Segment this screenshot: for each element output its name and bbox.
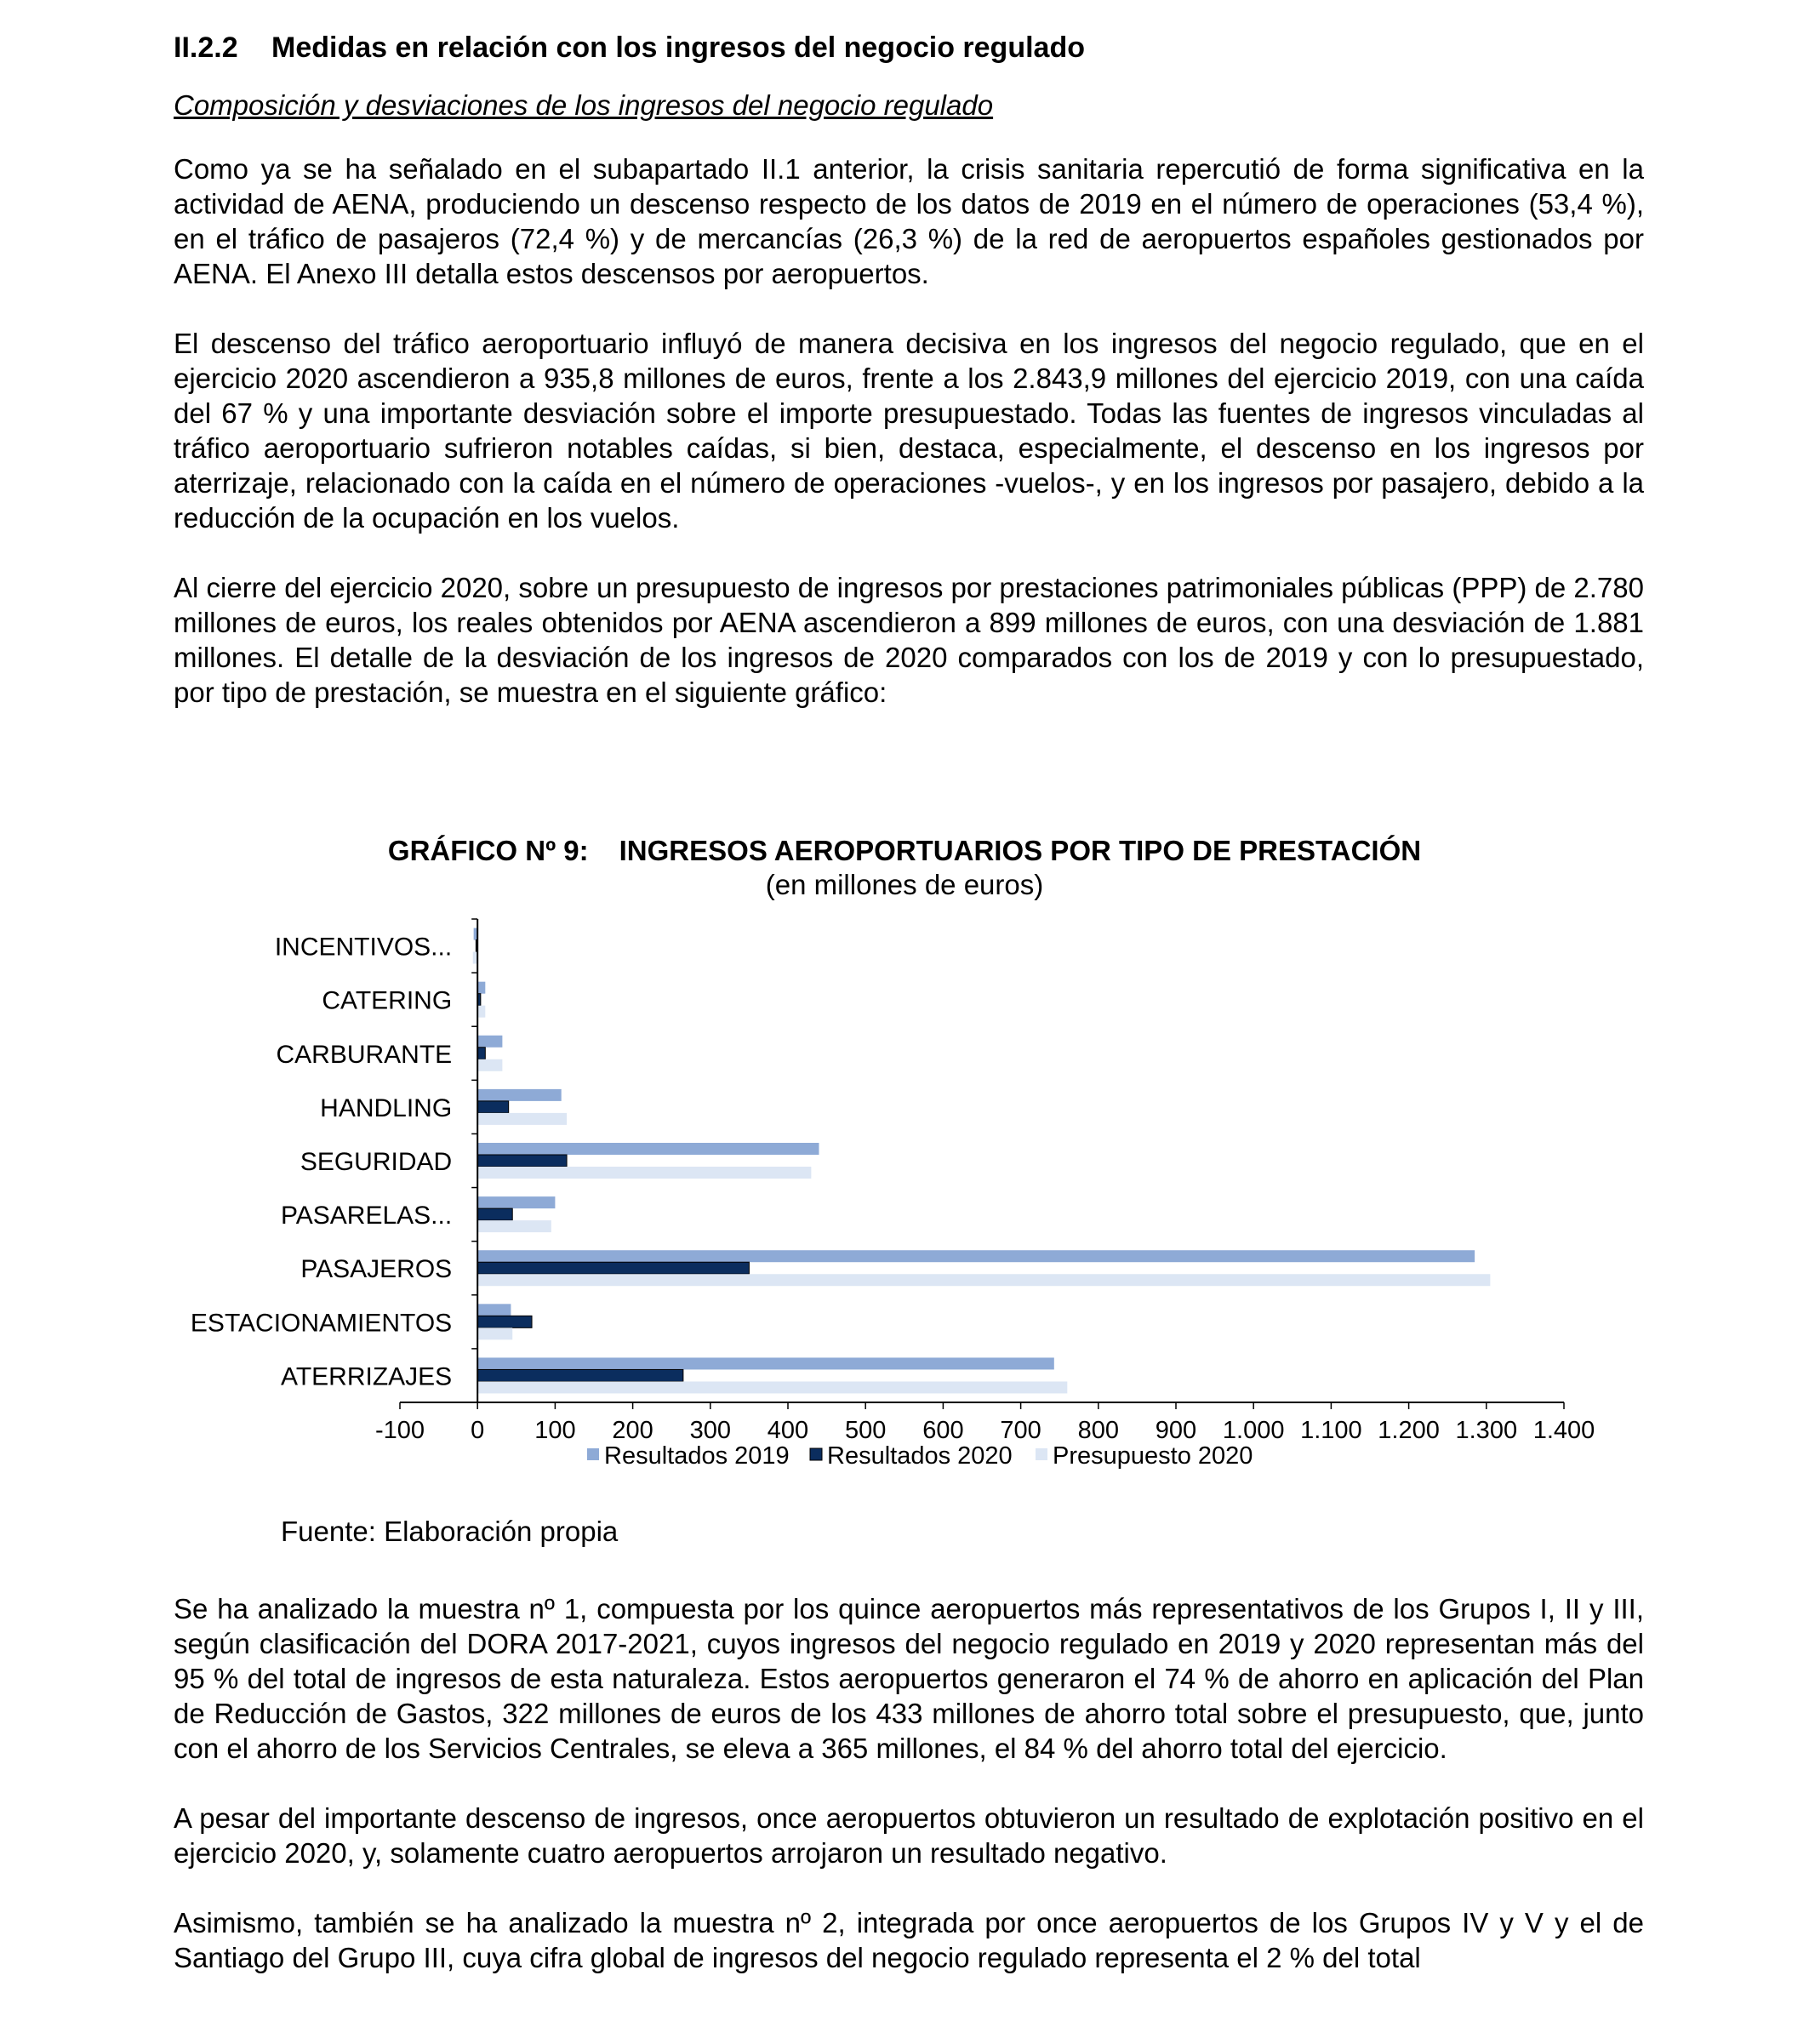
bar bbox=[477, 1316, 532, 1327]
section-heading bbox=[174, 26, 1644, 70]
x-tick-label: 100 bbox=[534, 1417, 576, 1444]
legend-swatch bbox=[587, 1448, 599, 1460]
bar bbox=[477, 1262, 749, 1274]
legend-label: Resultados 2020 bbox=[827, 1442, 1013, 1470]
bar bbox=[477, 1250, 1475, 1262]
legend-label: Presupuesto 2020 bbox=[1053, 1442, 1253, 1470]
bar bbox=[477, 1381, 1067, 1393]
category-label: SEGURIDAD bbox=[300, 1148, 453, 1176]
bar bbox=[477, 1357, 1054, 1369]
x-tick-label: 400 bbox=[767, 1417, 809, 1444]
bar bbox=[477, 1369, 683, 1381]
x-tick-label: 200 bbox=[612, 1417, 653, 1444]
section-number: II.2.2 bbox=[174, 31, 238, 64]
x-tick-label: 1.200 bbox=[1378, 1417, 1440, 1444]
paragraph: Se ha analizado la muestra nº 1, compuesta por los quince aeropuertos más representativos de los Grupos I, II y III, según clasificación del DORA 2017-2021, cuyos ingresos del negocio regulado en 2019 y 2020 representan más del 95 % del total de ingresos de esta naturaleza. Estos aeropuertos generaron el 74 % de ahorro en aplicación del Plan de Reducción de Gastos, 322 millones de euros de los 433 millones de ahorro total sobre el presupuesto, que, junto con el ahorro de los Servicios Centrales, se eleva a 365 millones, el 84 % del ahorro total del ejercicio. bbox=[174, 1593, 1644, 1764]
subsection-title: Composición y desviaciones de los ingresos del negocio regulado bbox=[174, 89, 994, 121]
category-label: PASAJEROS bbox=[300, 1255, 453, 1284]
legend-swatch bbox=[1036, 1448, 1047, 1460]
chart-title-text: INGRESOS AEROPORTUARIOS POR TIPO DE PRESTACIÓN bbox=[619, 835, 1422, 866]
bar bbox=[477, 1220, 551, 1232]
paragraph: Asimismo, también se ha analizado la muestra nº 2, integrada por once aeropuertos de los Grupos IV y V y el de Santiago del Grupo III, cuya cifra global de ingresos del negocio regulado representa el 2 % del total bbox=[174, 1907, 1644, 1973]
bar bbox=[477, 1274, 1490, 1286]
x-tick-label: 1.000 bbox=[1222, 1417, 1285, 1444]
bar bbox=[477, 1113, 567, 1125]
x-tick-label: 500 bbox=[845, 1417, 887, 1444]
x-tick-label: 600 bbox=[922, 1417, 964, 1444]
x-tick-label: 700 bbox=[1000, 1417, 1041, 1444]
bar bbox=[477, 1327, 512, 1339]
bar bbox=[477, 1143, 819, 1155]
x-tick-label: 1.100 bbox=[1300, 1417, 1362, 1444]
chart-subtitle: (en millones de euros) bbox=[765, 869, 1044, 900]
bar bbox=[477, 1196, 555, 1208]
category-label: INCENTIVOS... bbox=[274, 933, 453, 962]
x-tick-label: 1.300 bbox=[1455, 1417, 1518, 1444]
paragraph: A pesar del importante descenso de ingresos, once aeropuertos obtuvieron un resultado de explotación positivo en el ejercicio 2020, y, solamente cuatro aeropuertos arrojaron un resultado negativo. bbox=[174, 1802, 1644, 1869]
chart-title bbox=[0, 834, 1809, 868]
paragraph: Al cierre del ejercicio 2020, sobre un presupuesto de ingresos por prestaciones patrimoniales públicas (PPP) de 2.780 millones de euros, los reales obtenidos por AENA ascendieron a 899 millones de euros, con una desviación de 1.881 millones. El detalle de la desviación de los ingresos de 2020 comparados con los de 2019 y con lo presupuestado, por tipo de prestación, se muestra en el siguiente gráfico: bbox=[174, 572, 1644, 708]
category-label: CATERING bbox=[322, 986, 453, 1015]
category-label: PASARELAS... bbox=[280, 1202, 453, 1230]
bar bbox=[477, 1048, 485, 1059]
chart-number: GRÁFICO Nº 9: bbox=[387, 835, 589, 866]
bar bbox=[477, 1155, 567, 1167]
legend-label: Resultados 2019 bbox=[604, 1442, 790, 1470]
chart-figure bbox=[0, 834, 1809, 1566]
document-body bbox=[174, 26, 1644, 745]
bar bbox=[477, 1101, 508, 1113]
chart-source: Fuente: Elaboración propia bbox=[281, 1516, 619, 1547]
bar bbox=[477, 1089, 561, 1101]
category-label: ATERRIZAJES bbox=[281, 1362, 453, 1391]
category-label: HANDLING bbox=[320, 1093, 453, 1122]
x-tick-label: 0 bbox=[471, 1417, 485, 1444]
x-tick-label: 300 bbox=[689, 1417, 731, 1444]
paragraph: El descenso del tráfico aeroportuario influyó de manera decisiva en los ingresos del negocio regulado, que en el ejercicio 2020 ascendieron a 935,8 millones de euros, frente a los 2.843,9 millones del ejercicio 2019, con una caída del 67 % y una importante desviación sobre el importe presupuestado. Todas las fuentes de ingresos vinculadas al tráfico aeroportuario sufrieron notables caídas, si bien, destaca, especialmente, el descenso en los ingresos por aterrizaje, relacionado con la caída en el número de operaciones -vuelos-, y en los ingresos por pasajero, debido a la reducción de la ocupación en los vuelos. bbox=[174, 328, 1644, 534]
bar bbox=[477, 1059, 502, 1071]
x-tick-label: 800 bbox=[1077, 1417, 1119, 1444]
document-body-continued bbox=[174, 1591, 1644, 2010]
category-label: ESTACIONAMIENTOS bbox=[190, 1309, 453, 1338]
bar bbox=[477, 1167, 811, 1179]
x-tick-label: -100 bbox=[374, 1417, 425, 1444]
bar bbox=[477, 1304, 511, 1316]
legend-swatch bbox=[810, 1448, 822, 1460]
paragraph: Como ya se ha señalado en el subapartado II.1 anterior, la crisis sanitaria repercutió de forma significativa en la actividad de AENA, produciendo un descenso respecto de los datos de 2019 en el número de operaciones (53,4 %), en el tráfico de pasajeros (72,4 %) y de mercancías (26,3 %) de la red de aeropuertos españoles gestionados por AENA. El Anexo III detalla estos descensos por aeropuertos. bbox=[174, 153, 1644, 289]
x-tick-label: 1.400 bbox=[1532, 1417, 1595, 1444]
section-title: Medidas en relación con los ingresos del negocio regulado bbox=[271, 31, 1085, 64]
category-label: CARBURANTE bbox=[276, 1040, 453, 1069]
x-tick-label: 900 bbox=[1155, 1417, 1197, 1444]
bar bbox=[477, 1006, 485, 1018]
bar bbox=[477, 982, 485, 994]
bar bbox=[477, 1208, 512, 1220]
bar bbox=[477, 1036, 502, 1048]
bar-chart bbox=[0, 911, 1809, 1506]
